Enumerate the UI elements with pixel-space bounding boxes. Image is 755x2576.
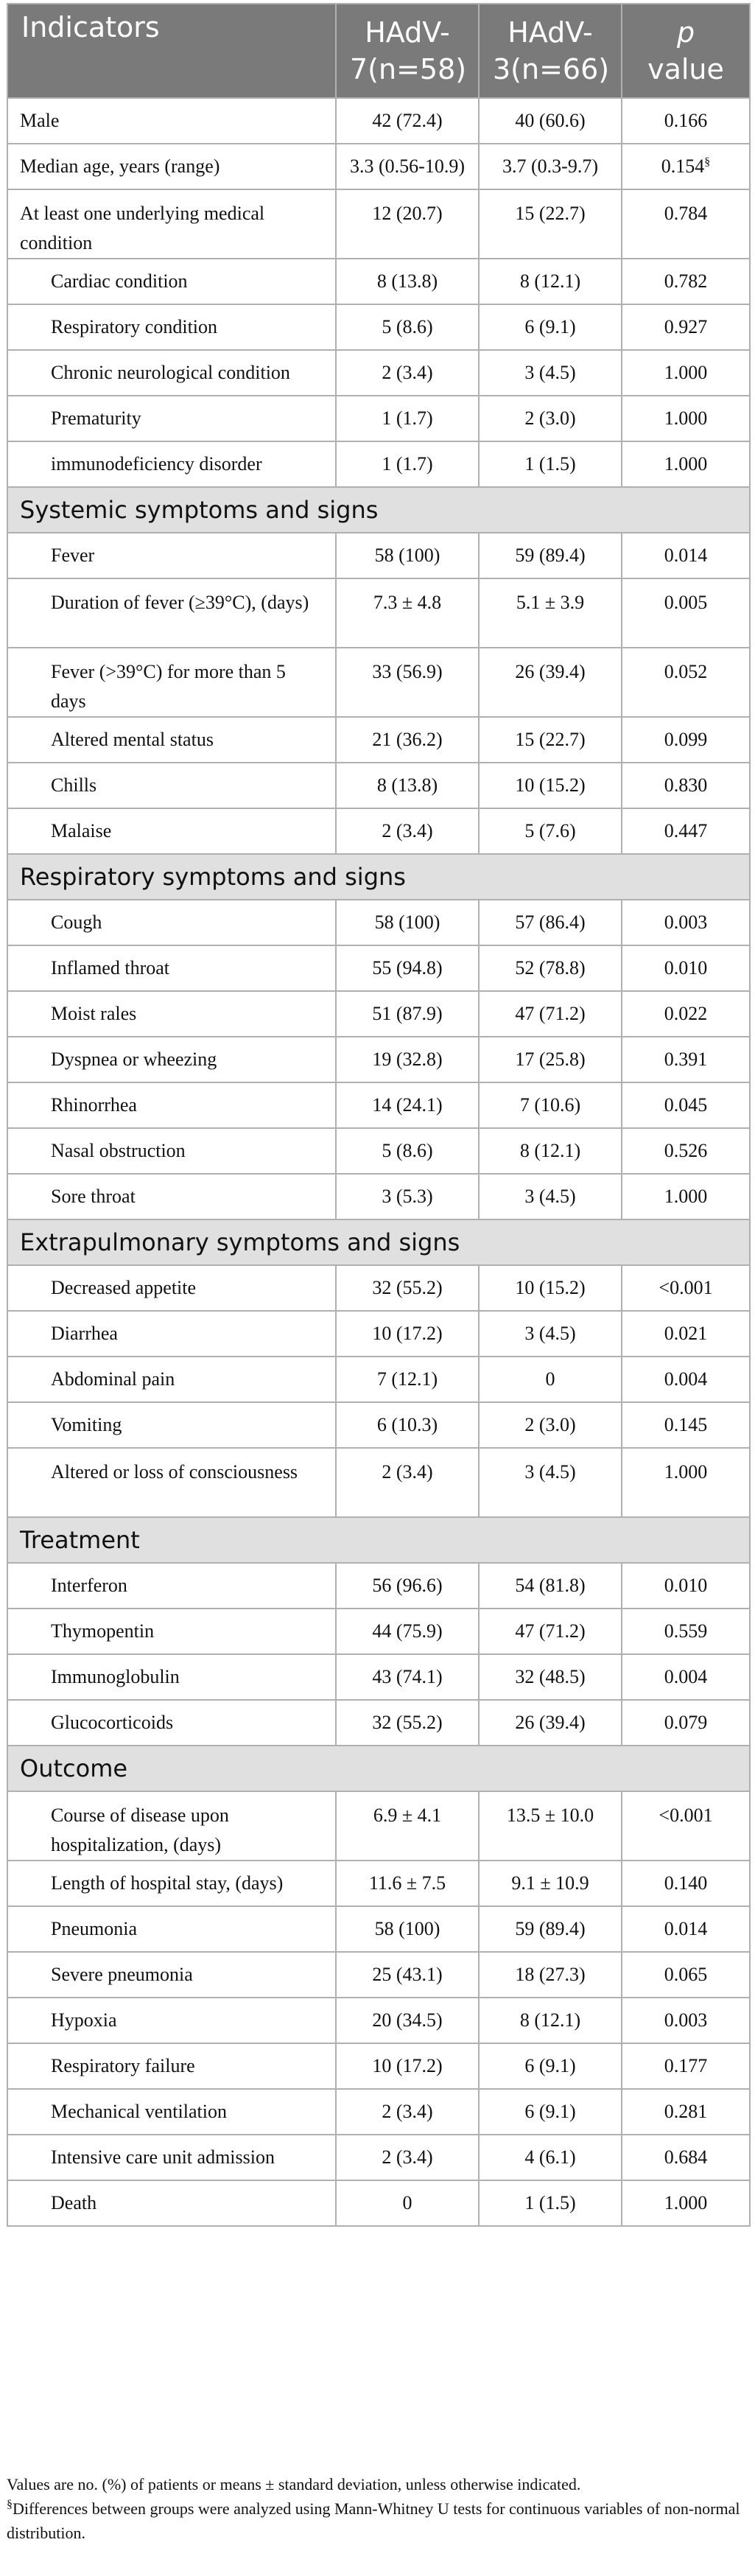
row-hadv3-value: 47 (71.2) xyxy=(479,991,622,1037)
row-hadv3-value: 26 (39.4) xyxy=(479,1700,622,1746)
row-indicator: Sore throat xyxy=(7,1174,336,1219)
table-row xyxy=(7,2135,750,2180)
row-p-value xyxy=(622,648,750,717)
row-indicator: Chronic neurological condition xyxy=(7,350,336,396)
row-hadv3-value: 10 (15.2) xyxy=(479,1265,622,1311)
row-hadv3-value: 3 (4.5) xyxy=(479,350,622,396)
row-p-value xyxy=(622,1265,750,1311)
p-value-text: 0.099 xyxy=(664,729,708,750)
row-indicator: Chills xyxy=(7,763,336,808)
row-indicator: Decreased appetite xyxy=(7,1265,336,1311)
row-indicator: Intensive care unit admission xyxy=(7,2135,336,2180)
row-p-value xyxy=(622,1402,750,1448)
row-hadv7-value: 3.3 (0.56-10.9) xyxy=(336,144,479,189)
table-row xyxy=(7,441,750,487)
table-row xyxy=(7,98,750,144)
table-row xyxy=(7,900,750,945)
row-indicator: Mechanical ventilation xyxy=(7,2089,336,2135)
row-hadv3-value: 9.1 ± 10.9 xyxy=(479,1861,622,1906)
row-hadv3-value: 6 (9.1) xyxy=(479,304,622,350)
row-hadv7-value: 1 (1.7) xyxy=(336,441,479,487)
row-p-value xyxy=(622,1654,750,1700)
row-p-value xyxy=(622,1174,750,1219)
row-p-value xyxy=(622,1357,750,1402)
row-indicator: Interferon xyxy=(7,1563,336,1609)
row-p-value xyxy=(622,717,750,763)
table-row xyxy=(7,1563,750,1609)
row-indicator: Cough xyxy=(7,900,336,945)
section-header-row xyxy=(7,1517,750,1563)
table-row xyxy=(7,259,750,304)
table-row xyxy=(7,1265,750,1311)
row-indicator: Fever xyxy=(7,533,336,578)
p-value-text: 0.005 xyxy=(664,592,708,613)
row-indicator: Course of disease upon hospitalization, (days) xyxy=(7,1791,336,1861)
table-row xyxy=(7,991,750,1037)
p-value-text: 0.684 xyxy=(664,2146,708,2168)
p-value-text: 0.784 xyxy=(664,203,708,224)
table-row xyxy=(7,1082,750,1128)
row-p-value xyxy=(622,1952,750,1998)
row-hadv3-value: 13.5 ± 10.0 xyxy=(479,1791,622,1861)
header-p-rest: value xyxy=(647,53,724,85)
row-hadv7-value: 44 (75.9) xyxy=(336,1609,479,1654)
row-hadv7-value: 42 (72.4) xyxy=(336,98,479,144)
row-hadv7-value: 2 (3.4) xyxy=(336,350,479,396)
section-header-row xyxy=(7,1746,750,1791)
row-p-value xyxy=(622,1609,750,1654)
row-indicator: Moist rales xyxy=(7,991,336,1037)
row-hadv3-value: 6 (9.1) xyxy=(479,2089,622,2135)
row-hadv7-value: 10 (17.2) xyxy=(336,1311,479,1357)
row-p-value xyxy=(622,350,750,396)
p-value-text: 0.014 xyxy=(664,545,708,566)
row-p-value xyxy=(622,945,750,991)
footnote-mann-whitney xyxy=(7,2496,743,2545)
table-row xyxy=(7,304,750,350)
row-hadv7-value: 12 (20.7) xyxy=(336,189,479,259)
section-title: Respiratory symptoms and signs xyxy=(7,854,750,900)
p-value-text: 0.140 xyxy=(664,1872,708,1894)
row-hadv7-value: 21 (36.2) xyxy=(336,717,479,763)
table-row xyxy=(7,578,750,648)
row-hadv3-value: 3 (4.5) xyxy=(479,1174,622,1219)
row-hadv7-value: 2 (3.4) xyxy=(336,808,479,854)
row-hadv7-value: 0 xyxy=(336,2180,479,2226)
section-title: Systemic symptoms and signs xyxy=(7,487,750,533)
table-row xyxy=(7,1357,750,1402)
row-p-value xyxy=(622,259,750,304)
row-p-value xyxy=(622,808,750,854)
row-indicator: Cardiac condition xyxy=(7,259,336,304)
section-header-row xyxy=(7,1219,750,1265)
table-footnotes xyxy=(7,2472,743,2545)
row-hadv3-value: 1 (1.5) xyxy=(479,2180,622,2226)
section-title: Extrapulmonary symptoms and signs xyxy=(7,1219,750,1265)
row-hadv3-value: 5.1 ± 3.9 xyxy=(479,578,622,648)
header-hadv3: HAdV-3(n=66) xyxy=(479,4,622,98)
table-row xyxy=(7,1906,750,1952)
table-row xyxy=(7,1609,750,1654)
table-row xyxy=(7,1402,750,1448)
p-value-text: 1.000 xyxy=(664,2192,708,2213)
row-hadv7-value: 5 (8.6) xyxy=(336,304,479,350)
row-hadv7-value: 1 (1.7) xyxy=(336,396,479,441)
row-hadv7-value: 25 (43.1) xyxy=(336,1952,479,1998)
row-hadv3-value: 54 (81.8) xyxy=(479,1563,622,1609)
row-hadv3-value: 59 (89.4) xyxy=(479,1906,622,1952)
table-row xyxy=(7,144,750,189)
table-row xyxy=(7,1654,750,1700)
section-header-row xyxy=(7,854,750,900)
table-row xyxy=(7,1448,750,1517)
row-hadv7-value: 33 (56.9) xyxy=(336,648,479,717)
row-hadv3-value: 26 (39.4) xyxy=(479,648,622,717)
row-p-value xyxy=(622,1791,750,1861)
p-value-text: 1.000 xyxy=(664,1186,708,1207)
row-p-value xyxy=(622,1448,750,1517)
table-row xyxy=(7,2180,750,2226)
table-row xyxy=(7,1700,750,1746)
p-value-text: 1.000 xyxy=(664,407,708,429)
row-hadv3-value: 8 (12.1) xyxy=(479,1128,622,1174)
row-hadv3-value: 17 (25.8) xyxy=(479,1037,622,1082)
row-indicator: Vomiting xyxy=(7,1402,336,1448)
p-value-text: 0.391 xyxy=(664,1049,708,1070)
table-container xyxy=(7,3,749,2227)
p-value-text: 0.021 xyxy=(664,1323,708,1344)
table-row xyxy=(7,1791,750,1861)
row-hadv7-value: 3 (5.3) xyxy=(336,1174,479,1219)
table-row xyxy=(7,1998,750,2043)
row-indicator: Immunoglobulin xyxy=(7,1654,336,1700)
p-value-text: 1.000 xyxy=(664,453,708,475)
row-hadv7-value: 19 (32.8) xyxy=(336,1037,479,1082)
row-hadv3-value: 57 (86.4) xyxy=(479,900,622,945)
row-indicator: Nasal obstruction xyxy=(7,1128,336,1174)
data-table xyxy=(7,3,751,2227)
p-value-text: 0.559 xyxy=(664,1620,708,1642)
row-hadv7-value: 7 (12.1) xyxy=(336,1357,479,1402)
row-p-value xyxy=(622,1998,750,2043)
section-header-row xyxy=(7,487,750,533)
row-indicator: Altered mental status xyxy=(7,717,336,763)
table-row xyxy=(7,350,750,396)
row-hadv3-value: 52 (78.8) xyxy=(479,945,622,991)
row-hadv7-value: 8 (13.8) xyxy=(336,763,479,808)
row-indicator: Death xyxy=(7,2180,336,2226)
section-title: Outcome xyxy=(7,1746,750,1791)
p-value-text: 0.010 xyxy=(664,1575,708,1596)
row-hadv3-value: 40 (60.6) xyxy=(479,98,622,144)
header-indicators: Indicators xyxy=(7,4,336,98)
row-indicator: Rhinorrhea xyxy=(7,1082,336,1128)
row-hadv7-value: 6 (10.3) xyxy=(336,1402,479,1448)
row-hadv7-value: 56 (96.6) xyxy=(336,1563,479,1609)
row-hadv3-value: 3 (4.5) xyxy=(479,1448,622,1517)
row-hadv7-value: 32 (55.2) xyxy=(336,1700,479,1746)
table-row xyxy=(7,2043,750,2089)
p-value-text: 0.927 xyxy=(664,316,708,337)
row-hadv3-value: 2 (3.0) xyxy=(479,396,622,441)
p-value-text: 0.145 xyxy=(664,1414,708,1435)
row-indicator: Thymopentin xyxy=(7,1609,336,1654)
row-p-value xyxy=(622,189,750,259)
row-indicator: Prematurity xyxy=(7,396,336,441)
row-hadv7-value: 20 (34.5) xyxy=(336,1998,479,2043)
p-value-text: 0.447 xyxy=(664,820,708,841)
table-row xyxy=(7,808,750,854)
p-value-text: <0.001 xyxy=(659,1277,713,1298)
row-hadv3-value: 2 (3.0) xyxy=(479,1402,622,1448)
row-hadv7-value: 55 (94.8) xyxy=(336,945,479,991)
row-hadv7-value: 58 (100) xyxy=(336,533,479,578)
p-value-text: 0.004 xyxy=(664,1666,708,1687)
row-p-value xyxy=(622,991,750,1037)
row-hadv3-value: 59 (89.4) xyxy=(479,533,622,578)
row-indicator: Hypoxia xyxy=(7,1998,336,2043)
row-hadv7-value: 11.6 ± 7.5 xyxy=(336,1861,479,1906)
row-hadv3-value: 3 (4.5) xyxy=(479,1311,622,1357)
row-hadv3-value: 10 (15.2) xyxy=(479,763,622,808)
row-indicator: Length of hospital stay, (days) xyxy=(7,1861,336,1906)
row-hadv7-value: 6.9 ± 4.1 xyxy=(336,1791,479,1861)
row-hadv3-value: 32 (48.5) xyxy=(479,1654,622,1700)
table-row xyxy=(7,945,750,991)
p-value-text: 0.526 xyxy=(664,1140,708,1161)
footnote-symbol: § xyxy=(7,2498,13,2511)
p-value-text: 0.003 xyxy=(664,911,708,933)
table-body xyxy=(7,98,750,2226)
row-p-value xyxy=(622,1037,750,1082)
p-value-text: 0.154 xyxy=(661,155,705,177)
row-hadv7-value: 58 (100) xyxy=(336,1906,479,1952)
p-value-text: 1.000 xyxy=(664,1461,708,1483)
row-indicator: At least one underlying medical condition xyxy=(7,189,336,259)
row-p-value xyxy=(622,396,750,441)
row-p-value xyxy=(622,900,750,945)
row-p-value xyxy=(622,533,750,578)
row-hadv3-value: 5 (7.6) xyxy=(479,808,622,854)
table-row xyxy=(7,648,750,717)
row-hadv3-value: 8 (12.1) xyxy=(479,259,622,304)
row-p-value xyxy=(622,2135,750,2180)
table-row xyxy=(7,717,750,763)
table-row xyxy=(7,1861,750,1906)
row-indicator: Pneumonia xyxy=(7,1906,336,1952)
row-indicator: Diarrhea xyxy=(7,1311,336,1357)
row-indicator: Male xyxy=(7,98,336,144)
row-indicator: Inflamed throat xyxy=(7,945,336,991)
section-title: Treatment xyxy=(7,1517,750,1563)
row-indicator: Median age, years (range) xyxy=(7,144,336,189)
row-hadv7-value: 8 (13.8) xyxy=(336,259,479,304)
row-p-value xyxy=(622,763,750,808)
row-hadv3-value: 4 (6.1) xyxy=(479,2135,622,2180)
header-p-italic: p xyxy=(676,16,695,49)
p-value-text: 0.166 xyxy=(664,110,708,131)
row-hadv3-value: 47 (71.2) xyxy=(479,1609,622,1654)
row-indicator: Severe pneumonia xyxy=(7,1952,336,1998)
p-value-text: 0.782 xyxy=(664,270,708,292)
header-hadv7: HAdV-7(n=58) xyxy=(336,4,479,98)
row-hadv7-value: 10 (17.2) xyxy=(336,2043,479,2089)
table-row xyxy=(7,396,750,441)
row-hadv3-value: 6 (9.1) xyxy=(479,2043,622,2089)
row-hadv7-value: 2 (3.4) xyxy=(336,2089,479,2135)
row-hadv7-value: 14 (24.1) xyxy=(336,1082,479,1128)
row-hadv7-value: 2 (3.4) xyxy=(336,1448,479,1517)
row-indicator: Duration of fever (≥39°C), (days) xyxy=(7,578,336,648)
footnote-text: Differences between groups were analyzed using Mann-Whitney U tests for continuous variables of non-normal distribution. xyxy=(7,2499,740,2542)
row-hadv7-value: 43 (74.1) xyxy=(336,1654,479,1700)
row-hadv7-value: 5 (8.6) xyxy=(336,1128,479,1174)
p-value-text: 0.281 xyxy=(664,2101,708,2122)
row-indicator: Glucocorticoids xyxy=(7,1700,336,1746)
row-p-value xyxy=(622,1563,750,1609)
row-hadv3-value: 15 (22.7) xyxy=(479,189,622,259)
table-row xyxy=(7,763,750,808)
p-value-text: 0.004 xyxy=(664,1368,708,1390)
row-p-value xyxy=(622,2089,750,2135)
row-indicator: Dyspnea or wheezing xyxy=(7,1037,336,1082)
table-row xyxy=(7,1174,750,1219)
row-indicator: immunodeficiency disorder xyxy=(7,441,336,487)
row-indicator: Respiratory failure xyxy=(7,2043,336,2089)
row-hadv3-value: 0 xyxy=(479,1357,622,1402)
row-indicator: Fever (>39°C) for more than 5 days xyxy=(7,648,336,717)
table-row xyxy=(7,1311,750,1357)
table-header-row xyxy=(7,4,750,98)
p-value-text: 0.079 xyxy=(664,1712,708,1733)
p-value-text: 0.045 xyxy=(664,1094,708,1116)
p-value-text: 0.065 xyxy=(664,1964,708,1985)
row-indicator: Abdominal pain xyxy=(7,1357,336,1402)
p-value-text: 0.010 xyxy=(664,957,708,979)
row-hadv7-value: 2 (3.4) xyxy=(336,2135,479,2180)
row-p-value xyxy=(622,441,750,487)
table-row xyxy=(7,1128,750,1174)
p-value-text: 0.022 xyxy=(664,1003,708,1024)
header-p-value xyxy=(622,4,750,98)
row-hadv7-value: 51 (87.9) xyxy=(336,991,479,1037)
row-p-value xyxy=(622,1311,750,1357)
row-indicator: Malaise xyxy=(7,808,336,854)
p-value-text: 0.830 xyxy=(664,774,708,796)
footnote-values: Values are no. (%) of patients or means ± standard deviation, unless otherwise indicated. xyxy=(7,2475,581,2493)
row-p-value xyxy=(622,578,750,648)
row-p-value xyxy=(622,1082,750,1128)
p-value-text: 0.003 xyxy=(664,2009,708,2031)
p-value-text: 1.000 xyxy=(664,362,708,383)
row-p-value xyxy=(622,2180,750,2226)
table-row xyxy=(7,2089,750,2135)
row-p-value xyxy=(622,1700,750,1746)
row-p-value xyxy=(622,2043,750,2089)
row-hadv7-value: 7.3 ± 4.8 xyxy=(336,578,479,648)
row-hadv7-value: 32 (55.2) xyxy=(336,1265,479,1311)
p-value-text: <0.001 xyxy=(659,1805,713,1826)
table-row xyxy=(7,189,750,259)
table-row xyxy=(7,1037,750,1082)
p-value-text: 0.052 xyxy=(664,661,708,682)
row-p-value xyxy=(622,1128,750,1174)
p-value-text: 0.177 xyxy=(664,2055,708,2076)
p-value-footnote-mark: § xyxy=(704,155,711,169)
row-p-value xyxy=(622,144,750,189)
row-p-value xyxy=(622,98,750,144)
table-row xyxy=(7,1952,750,1998)
row-hadv3-value: 7 (10.6) xyxy=(479,1082,622,1128)
p-value-text: 0.014 xyxy=(664,1918,708,1939)
row-hadv3-value: 1 (1.5) xyxy=(479,441,622,487)
row-hadv3-value: 3.7 (0.3-9.7) xyxy=(479,144,622,189)
row-p-value xyxy=(622,304,750,350)
row-indicator: Altered or loss of consciousness xyxy=(7,1448,336,1517)
row-hadv7-value: 58 (100) xyxy=(336,900,479,945)
row-hadv3-value: 15 (22.7) xyxy=(479,717,622,763)
row-p-value xyxy=(622,1906,750,1952)
row-hadv3-value: 8 (12.1) xyxy=(479,1998,622,2043)
table-row xyxy=(7,533,750,578)
row-indicator: Respiratory condition xyxy=(7,304,336,350)
row-hadv3-value: 18 (27.3) xyxy=(479,1952,622,1998)
row-p-value xyxy=(622,1861,750,1906)
